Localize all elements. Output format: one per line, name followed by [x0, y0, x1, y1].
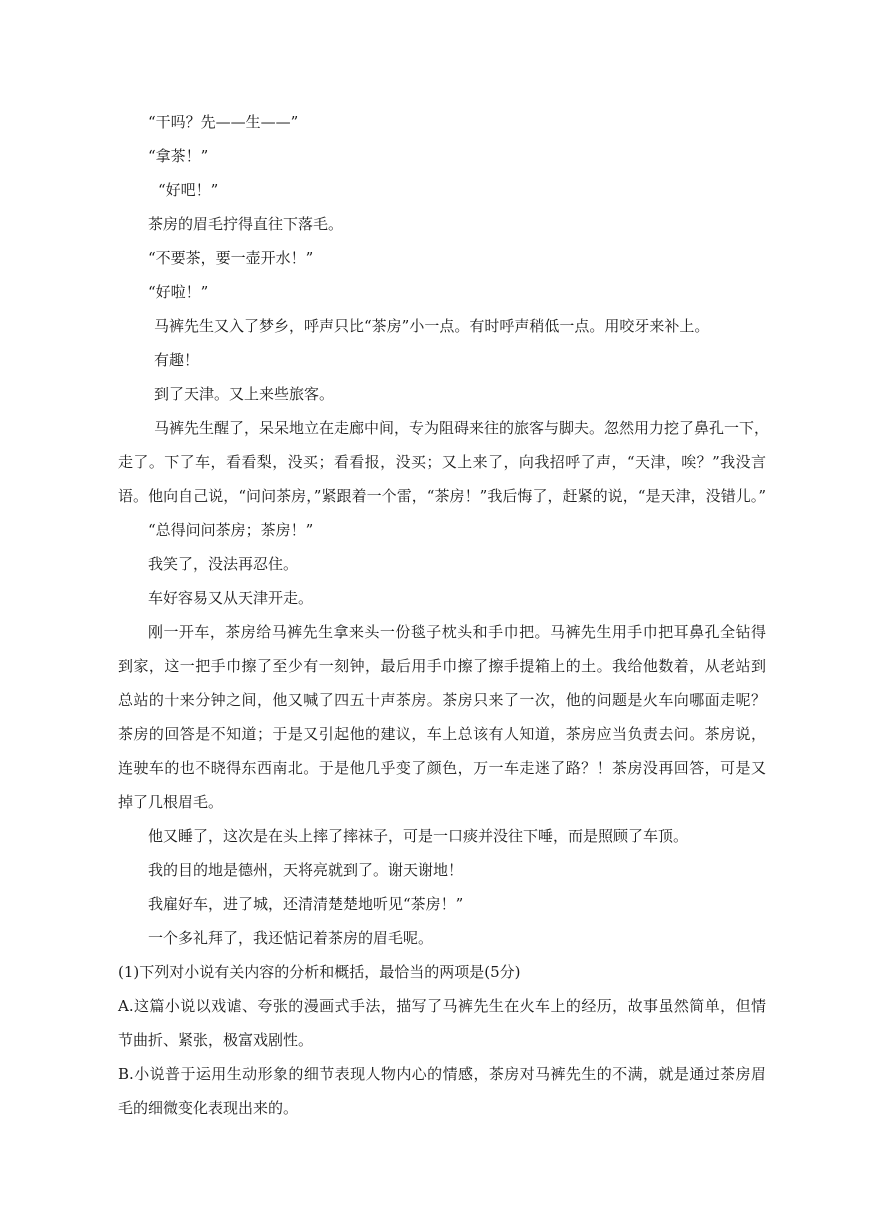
text-line: 连驶车的也不晓得东西南北。于是他几乎变了颜色，万一车走迷了路？！茶房没再回答，可是又 [118, 759, 766, 777]
text-line: 总站的十来分钟之间，他又喊了四五十声茶房。茶房只来了一次，他的问题是火车向哪面走呢？ [118, 691, 766, 709]
text-line: “好啦！” [148, 283, 209, 301]
text-line: 他又睡了，这次是在头上摔了摔袜子，可是一口痰并没往下唾，而是照顾了车顶。 [148, 827, 689, 845]
option-a-line: 节曲折、紧张，极富戏剧性。 [118, 1031, 314, 1049]
text-line: “好吧！” [158, 181, 219, 199]
question-stem: (1)下列对小说有关内容的分析和概括，最恰当的两项是(5分) [118, 963, 521, 981]
option-b-line: 毛的细微变化表现出来的。 [118, 1099, 299, 1117]
text-line: 刚一开车，茶房给马裤先生拿来头一份毯子枕头和手巾把。马裤先生用手巾把耳鼻孔全钻得 [148, 623, 766, 641]
text-line: 到了天津。又上来些旅客。 [154, 385, 335, 403]
text-line: 我的目的地是德州，天将亮就到了。谢天谢地！ [148, 861, 464, 879]
option-b-line: B.小说普于运用生动形象的细节表现人物内心的情感，茶房对马裤先生的不满，就是通过茶房眉 [118, 1065, 766, 1083]
text-line: 走了。下了车，看看梨，没买；看看报，没买；又上来了，向我招呼了声，“天津，唉？”我没言 [118, 453, 766, 471]
text-line: “不要茶，要一壶开水！” [148, 249, 314, 267]
text-line: 我笑了，没法再忍住。 [148, 555, 299, 573]
text-line: 马裤先生醒了，呆呆地立在走廊中间，专为阻碍来往的旅客与脚夫。忽然用力挖了鼻孔一下， [154, 419, 770, 437]
text-line: “总得问问茶房；茶房！” [148, 521, 314, 539]
text-line: 一个多礼拜了，我还惦记着茶房的眉毛呢。 [148, 929, 434, 947]
text-line: 我雇好车，进了城，还清清楚楚地听见“茶房！” [148, 895, 464, 913]
text-line: 马裤先生又入了梦乡，呼声只比“茶房”小一点。有时呼声稍低一点。用咬牙来补上。 [154, 317, 710, 335]
text-line: 掉了几根眉毛。 [118, 793, 224, 811]
text-line: 语。他向自己说，“问问茶房，”紧跟着一个雷，“茶房！”我后悔了，赶紧的说，“是天津，没错儿。” [118, 487, 766, 505]
text-line: 有趣！ [154, 351, 200, 369]
text-line: 茶房的眉毛拧得直往下落毛。 [148, 215, 344, 233]
text-line: 车好容易又从天津开走。 [148, 589, 314, 607]
text-line: “拿茶！” [148, 147, 209, 165]
option-a-line: A.这篇小说以戏谑、夸张的漫画式手法，描写了马裤先生在火车上的经历，故事虽然简单，但情 [118, 997, 766, 1015]
text-line: 茶房的回答是不知道；于是又引起他的建议，车上总该有人知道，茶房应当负责去问。茶房说， [118, 725, 766, 743]
text-line: “干吗？先——生——” [148, 113, 299, 131]
text-line: 到家，这一把手巾擦了至少有一刻钟，最后用手巾擦了擦手提箱上的土。我给他数着，从老站到 [118, 657, 766, 675]
